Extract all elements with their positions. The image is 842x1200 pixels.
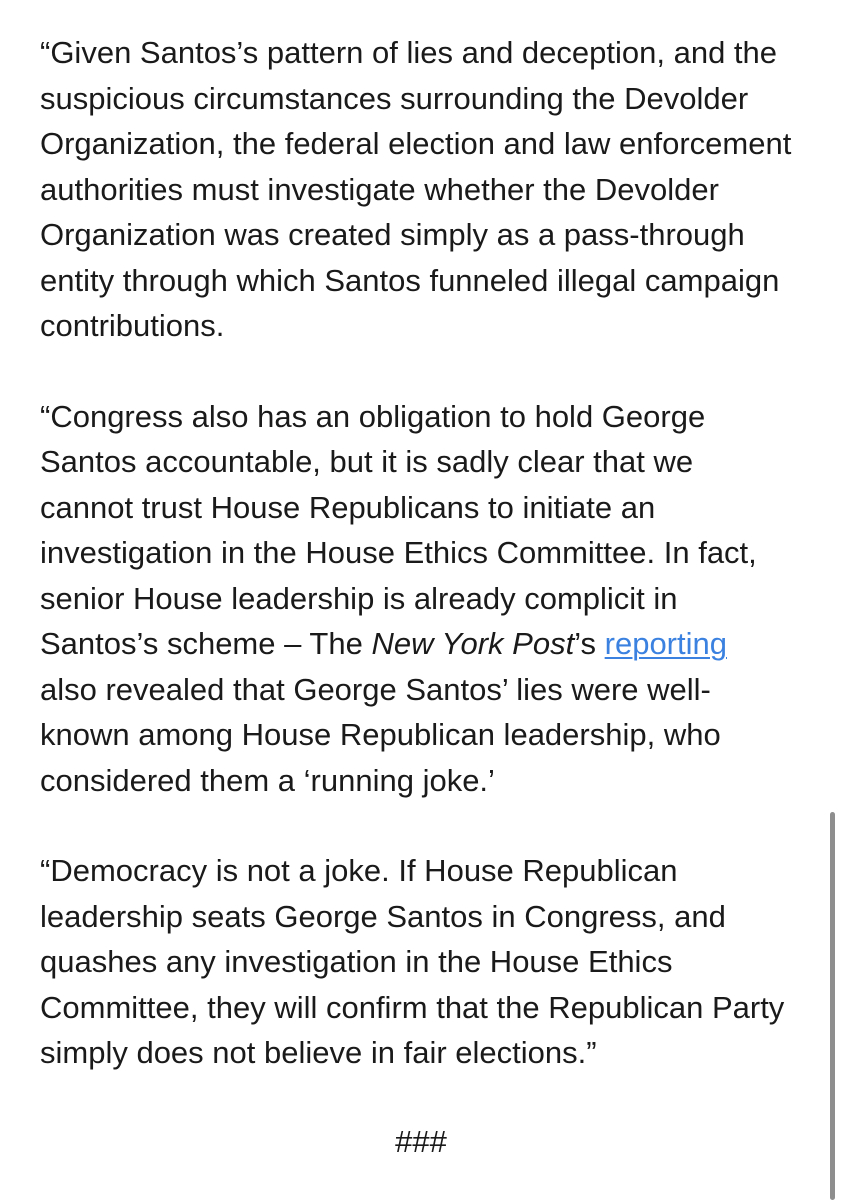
text-line: Committee, they will confirm that the Republican Party [40,989,785,1025]
text-line: authorities must investigate whether the Devolder [40,171,719,207]
text-line: simply does not believe in fair elections.” [40,1035,597,1070]
end-of-release-mark: ### [395,1124,447,1159]
text-line: contributions. [40,308,225,343]
text-line: Santos accountable, but it is sadly clear that we [40,444,694,479]
paragraph-congress [40,394,830,804]
text-line: Organization was created simply as a pass-through [40,217,745,252]
text-line: senior House leadership is already complicit in [40,580,678,616]
text-line: known among House Republican leadership, who [40,717,721,752]
reporting-link[interactable]: reporting [604,626,727,661]
text-line: quashes any investigation in the House Ethics [40,944,673,979]
publication-name: New York Post [371,626,575,661]
press-release-body [40,30,830,1121]
text-line: cannot trust House Republicans to initiate an [40,489,656,525]
text-segment: Santos’s scheme – The [40,626,372,661]
vertical-scrollbar[interactable] [830,812,835,1200]
text-line: “Congress also has an obligation to hold George [40,398,706,434]
text-line: entity through which Santos funneled illegal campaign [40,262,780,298]
paragraph-democracy [40,848,830,1076]
paragraph-investigation [40,30,830,349]
text-line: Organization, the federal election and law enforcement [40,126,792,161]
text-line-with-link [40,621,830,667]
text-line: investigation in the House Ethics Committee. In fact, [40,535,757,570]
text-line: “Given Santos’s pattern of lies and deception, and the [40,35,778,70]
text-line: also revealed that George Santos’ lies were well- [40,671,711,707]
text-line: suspicious circumstances surrounding the Devolder [40,80,749,116]
text-line: “Democracy is not a joke. If House Republican [40,853,678,888]
text-line: considered them a ‘running joke.’ [40,762,495,798]
text-segment: ’s [574,626,605,661]
text-line: leadership seats George Santos in Congress, and [40,898,726,934]
